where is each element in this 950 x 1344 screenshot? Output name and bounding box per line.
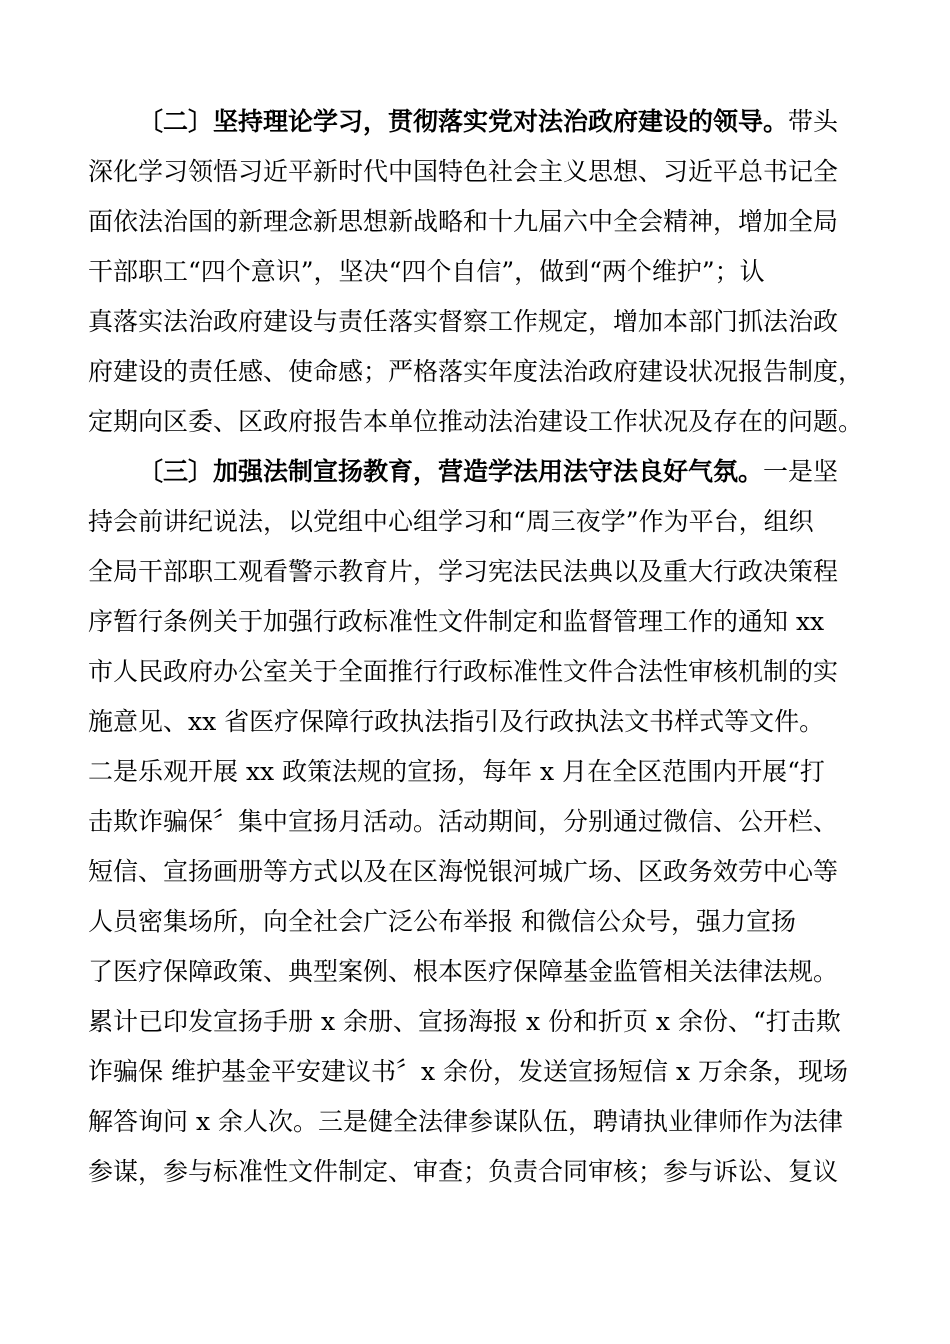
paragraph-line: 定期向区委、区政府报告本单位推动法治建设工作状况及存在的问题。 xyxy=(88,407,864,436)
paragraph-line: 真落实法治政府建设与责任落实督察工作规定，增加本部门抓法治政 xyxy=(88,307,839,336)
section-3-heading: 〔三〕加强法制宣扬教育，营造学法用法守法良好气氛。 xyxy=(138,457,764,486)
paragraph-line: 解答询问 x 余人次。三是健全法律参谋队伍，聘请执业律师作为法律 xyxy=(88,1107,843,1136)
section-2-lead-tail: 带头 xyxy=(788,107,839,136)
section-2-heading: 〔二〕坚持理论学习，贯彻落实党对法治政府建设的领导。 xyxy=(138,107,789,136)
section-3-lead-tail: 一是坚 xyxy=(763,457,839,486)
paragraph-line: 全局干部职工观看警示教育片，学习宪法民法典以及重大行政决策程 xyxy=(88,557,839,586)
paragraph-line: 参谋，参与标准性文件制定、审查；负责合同审核；参与诉讼、复议 xyxy=(88,1157,839,1186)
paragraph-line: 施意见、xx 省医疗保障行政执法指引及行政执法文书样式等文件。 xyxy=(88,707,825,736)
paragraph-line: 面依法治国的新理念新思想新战略和十九届六中全会精神，增加全局 xyxy=(88,207,839,236)
paragraph-line: 人员密集场所，向全社会广泛公布举报 和微信公众号，强力宣扬 xyxy=(88,907,796,936)
section-2-first-line xyxy=(138,104,838,140)
paragraph-line: 短信、宣扬画册等方式以及在区海悦银河城广场、区政务效劳中心等 xyxy=(88,857,839,886)
paragraph-line: 序暂行条例关于加强行政标准性文件制定和监督管理工作的通知 xx xyxy=(88,607,825,636)
paragraph-line: 市人民政府办公室关于全面推行行政标准性文件合法性审核机制的实 xyxy=(88,657,839,686)
paragraph-line: 二是乐观开展 xx 政策法规的宣扬，每年 x 月在全区范围内开展“打 xyxy=(88,757,825,786)
paragraph-line: 持会前讲纪说法，以党组中心组学习和“周三夜学”作为平台，组织 xyxy=(88,507,814,536)
paragraph-line: 累计已印发宣扬手册 x 余册、宣扬海报 x 份和折页 x 余份、“打击欺 xyxy=(88,1007,841,1036)
paragraph-line: 击欺诈骗保〞集中宣扬月活动。活动期间，分别通过微信、公开栏、 xyxy=(88,807,839,836)
section-3-first-line xyxy=(138,454,838,490)
paragraph-line: 干部职工“四个意识”，坚决“四个自信”，做到“两个维护”；认 xyxy=(88,257,765,286)
paragraph-line: 府建设的责任感、使命感；严格落实年度法治政府建设状况报告制度， xyxy=(88,357,864,386)
paragraph-line: 了医疗保障政策、典型案例、根本医疗保障基金监管相关法律法规。 xyxy=(88,957,839,986)
paragraph-line: 诈骗保 维护基金平安建议书〞x 余份，发送宣扬短信 x 万余条，现场 xyxy=(88,1057,848,1086)
paragraph-line: 深化学习领悟习近平新时代中国特色社会主义思想、习近平总书记全 xyxy=(88,157,839,186)
